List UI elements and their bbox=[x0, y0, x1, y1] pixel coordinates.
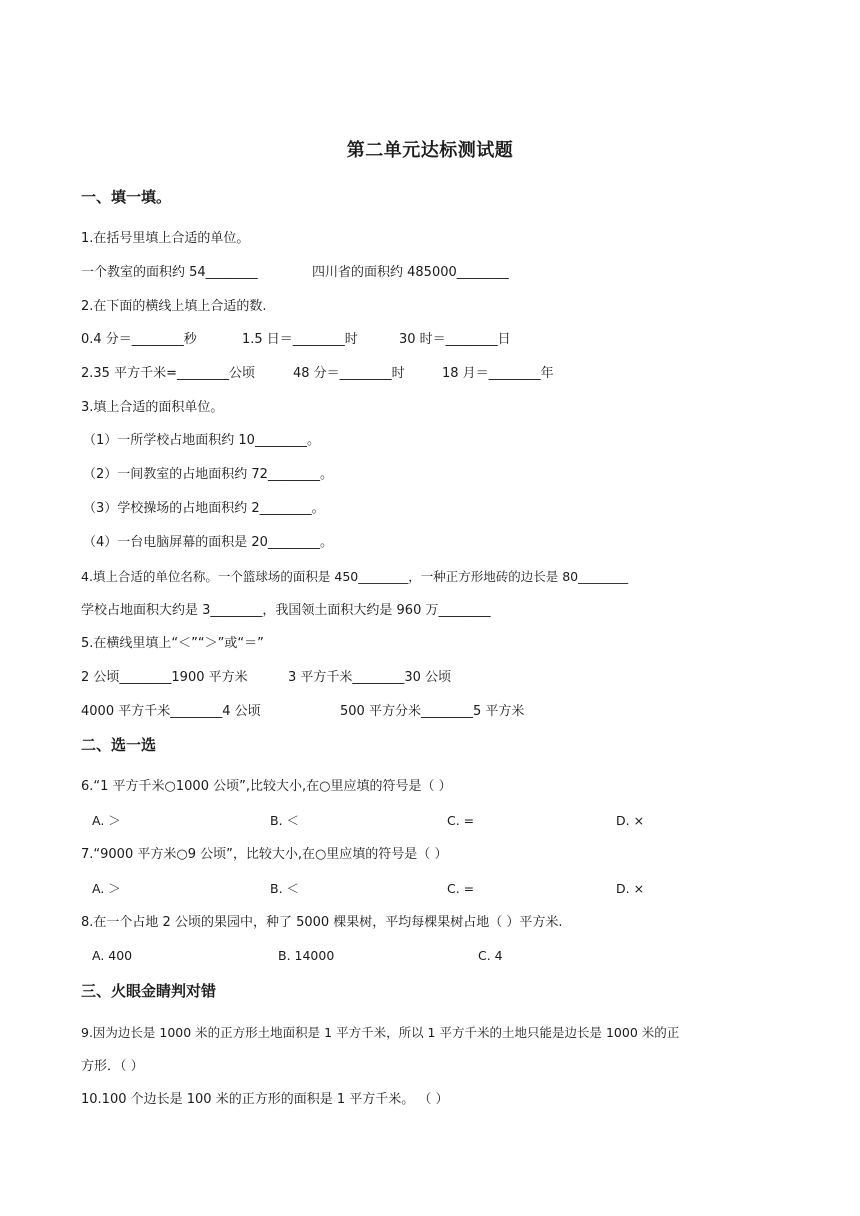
question-5-prompt: 5.在横线里填上“＜”“＞”或“＝” bbox=[81, 636, 264, 651]
question-4-line-2: 学校占地面积大约是 3________，我国领土面积大约是 960 万________ bbox=[81, 603, 491, 618]
question-9-line-1: 9.因为边长是 1000 米的正方形土地面积是 1 平方千米，所以 1 平方千米的土地只能是边长是 1000 米的正 bbox=[81, 1025, 680, 1040]
question-3-item-4: （4）一台电脑屏幕的面积是 20________。 bbox=[83, 535, 333, 550]
question-2-item-c: 30 时＝________日 bbox=[399, 332, 511, 347]
question-7-option-c: C. = bbox=[447, 881, 475, 896]
question-2-item-e: 48 分＝________时 bbox=[293, 366, 405, 381]
question-7-option-a: A. ＞ bbox=[92, 881, 121, 896]
question-10-prompt: 10.100 个边长是 100 米的正方形的面积是 1 平方千米。 （ ） bbox=[81, 1092, 449, 1107]
question-2-item-a: 0.4 分＝________秒 bbox=[81, 332, 197, 347]
section-heading-true-false: 三、火眼金睛判对错 bbox=[81, 982, 217, 1000]
question-3-item-3: （3）学校操场的占地面积约 2________。 bbox=[83, 501, 325, 516]
question-1-item-b: 四川省的面积约 485000________ bbox=[312, 265, 509, 280]
question-8-option-c: C. 4 bbox=[478, 948, 503, 963]
question-5-item-c: 4000 平方千米________4 公顷 bbox=[81, 704, 261, 719]
question-7-option-d: D. × bbox=[616, 881, 645, 896]
question-5-item-a: 2 公顷________1900 平方米 bbox=[81, 670, 248, 685]
question-6-option-a: A. ＞ bbox=[92, 813, 121, 828]
question-4-line-1: 4.填上合适的单位名称。一个篮球场的面积是 450________，一种正方形地砖的边长是 80________ bbox=[81, 569, 629, 584]
page-title: 第二单元达标测试题 bbox=[346, 140, 514, 161]
question-5-item-b: 3 平方千米________30 公顷 bbox=[288, 670, 452, 685]
question-7-option-b: B. ＜ bbox=[270, 881, 300, 896]
question-6-prompt: 6.“1 平方千米○1000 公顷”,比较大小,在○里应填的符号是（ ） bbox=[81, 779, 452, 794]
question-6-option-d: D. × bbox=[616, 813, 645, 828]
question-8-option-b: B. 14000 bbox=[278, 948, 335, 963]
question-2-item-b: 1.5 日＝________时 bbox=[242, 332, 358, 347]
question-7-prompt: 7.“9000 平方米○9 公顷”，比较大小,在○里应填的符号是（ ） bbox=[81, 847, 448, 862]
question-3-item-2: （2）一间教室的占地面积约 72________。 bbox=[83, 467, 333, 482]
question-2-item-f: 18 月＝________年 bbox=[442, 366, 554, 381]
section-heading-multiple-choice: 二、选一选 bbox=[81, 736, 157, 754]
question-1-prompt: 1.在括号里填上合适的单位。 bbox=[81, 231, 250, 246]
question-6-option-b: B. ＜ bbox=[270, 813, 300, 828]
question-5-item-d: 500 平方分米________5 平方米 bbox=[340, 704, 525, 719]
question-3-prompt: 3.填上合适的面积单位。 bbox=[81, 400, 224, 415]
question-6-option-c: C. = bbox=[447, 813, 475, 828]
question-2-prompt: 2.在下面的横线上填上合适的数. bbox=[81, 299, 267, 314]
question-8-option-a: A. 400 bbox=[92, 948, 133, 963]
question-8-prompt: 8.在一个占地 2 公顷的果园中，种了 5000 棵果树，平均每棵果树占地（ ）平方米. bbox=[81, 915, 563, 930]
question-9-line-2: 方形．（ ） bbox=[81, 1059, 144, 1074]
section-heading-fill-in: 一、填一填。 bbox=[81, 188, 172, 206]
question-2-item-d: 2.35 平方千米=________公顷 bbox=[81, 366, 255, 381]
question-1-item-a: 一个教室的面积约 54________ bbox=[81, 265, 258, 280]
question-3-item-1: （1）一所学校占地面积约 10________。 bbox=[83, 433, 320, 448]
